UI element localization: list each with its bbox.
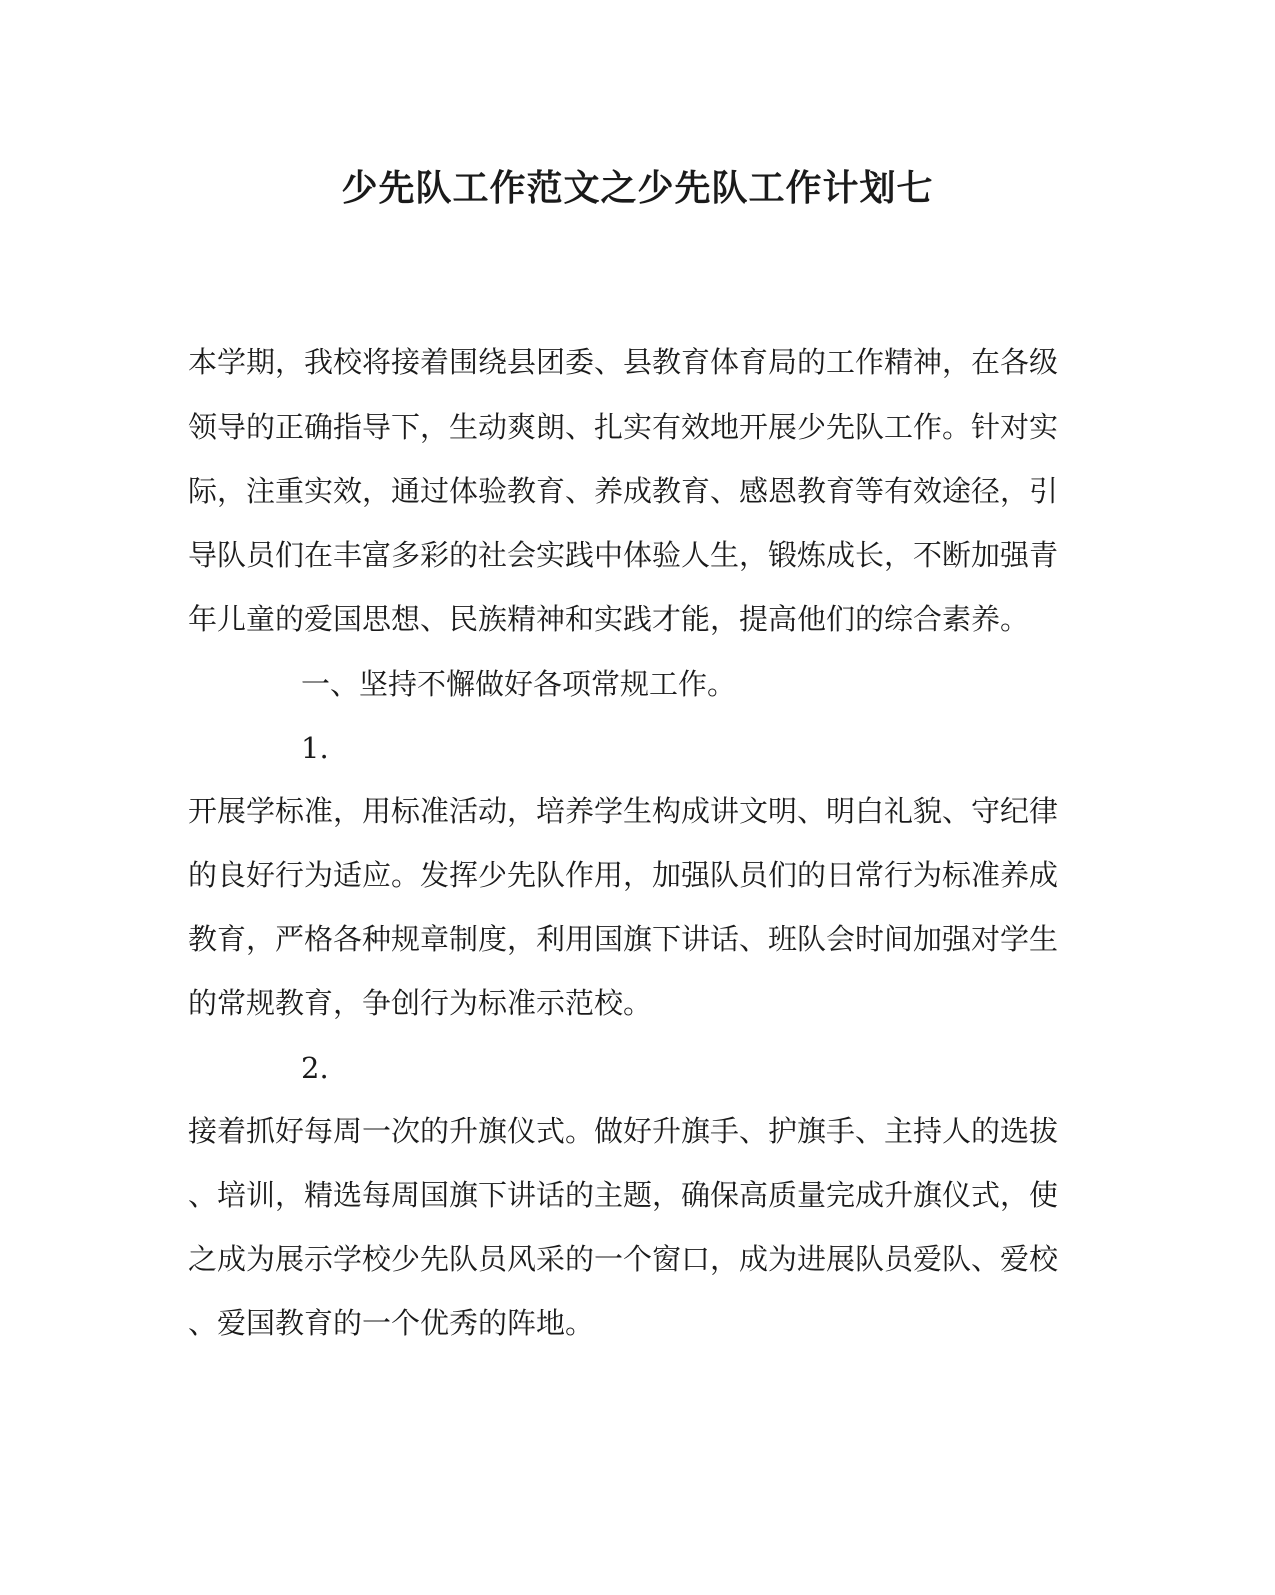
section-1-heading: 一、坚持不懈做好各项常规工作。 — [301, 667, 737, 701]
item-2-line-1: 接着抓好每周一次的升旗仪式。做好升旗手、护旗手、主持人的选拔 — [188, 1114, 1059, 1148]
item-1-line-3: 教育，严格各种规章制度，利用国旗下讲话、班队会时间加强对学生 — [188, 922, 1059, 956]
document-title: 少先队工作范文之少先队工作计划七 — [341, 167, 934, 209]
item-2-line-2: 、培训，精选每周国旗下讲话的主题，确保高质量完成升旗仪式，使 — [188, 1178, 1059, 1212]
intro-line-1: 本学期，我校将接着围绕县团委、县教育体育局的工作精神，在各级 — [188, 345, 1059, 379]
item-2-line-3: 之成为展示学校少先队员风采的一个窗口，成为进展队员爱队、爱校 — [188, 1242, 1059, 1276]
item-2-number: 2. — [301, 1051, 329, 1085]
item-1-line-2: 的良好行为适应。发挥少先队作用，加强队员们的日常行为标准养成 — [188, 858, 1059, 892]
intro-line-2: 领导的正确指导下，生动爽朗、扎实有效地开展少先队工作。针对实 — [188, 410, 1059, 444]
item-1-number: 1. — [301, 731, 329, 765]
intro-line-5: 年儿童的爱国思想、民族精神和实践才能，提高他们的综合素养。 — [188, 602, 1030, 636]
intro-line-4: 导队员们在丰富多彩的社会实践中体验人生，锻炼成长，不断加强青 — [188, 538, 1059, 572]
item-2-line-4: 、爱国教育的一个优秀的阵地。 — [188, 1306, 595, 1340]
item-1-line-4: 的常规教育，争创行为标准示范校。 — [188, 986, 653, 1020]
intro-line-3: 际，注重实效，通过体验教育、养成教育、感恩教育等有效途径，引 — [188, 474, 1059, 508]
item-1-line-1: 开展学标准，用标准活动，培养学生构成讲文明、明白礼貌、守纪律 — [188, 794, 1059, 828]
